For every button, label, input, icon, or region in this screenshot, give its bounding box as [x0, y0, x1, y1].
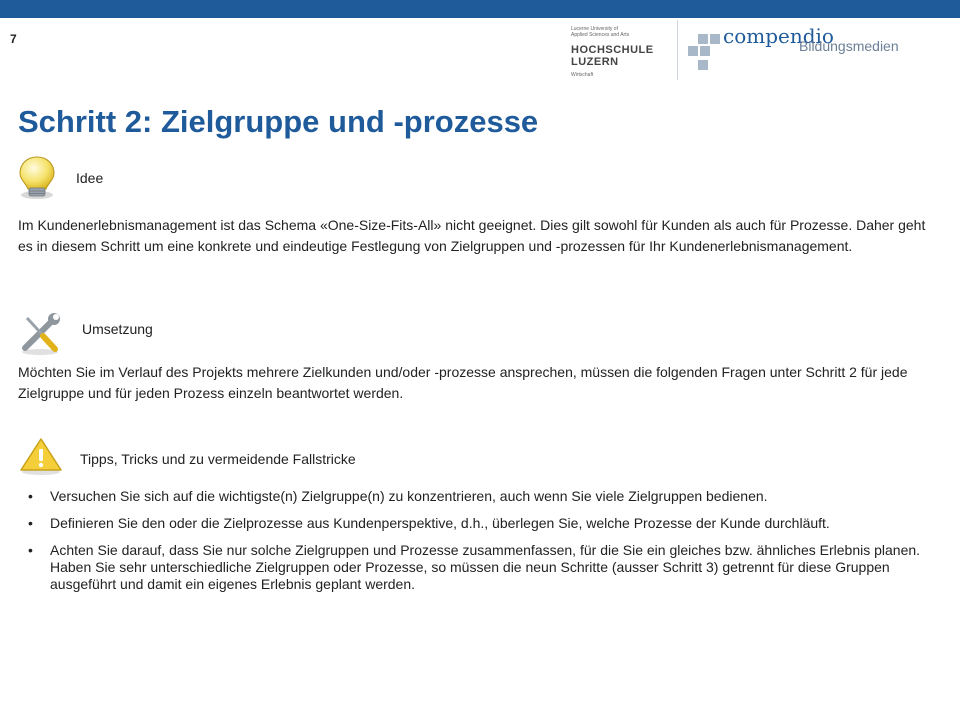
hslu-logo-small-line2: Applied Sciences and Arts [571, 32, 630, 38]
list-item: • Achten Sie darauf, dass Sie nur solche Zielgruppen und Prozesse zusammenfassen, für die Sie ein gleiches bzw. ähnliches Erlebnis planen. Haben Sie sehr unterschiedliche Zielgruppen oder Prozesse, so müssen die neun Schritte (ausser Schritt 3) getrennt für diese Gruppen ausgeführt und damit ein eigenes Erlebnis geplant werden. [28, 542, 940, 593]
logo-square [698, 34, 708, 44]
tools-icon [17, 312, 63, 356]
idee-text: Im Kundenerlebnismanagement ist das Schema «One-Size-Fits-All» nicht geeignet. Dies gilt sowohl für Kunden als auch für Prozesse. Daher geht es in diesem Schritt um eine konkrete und eindeutige Festlegung von Zielgruppen und -prozessen für Ihr Kundenerlebnismanagement. [18, 217, 926, 254]
tipps-label: Tipps, Tricks und zu vermeidende Fallstricke [80, 451, 356, 467]
hslu-logo-line2: LUZERN [571, 56, 619, 68]
hslu-logo-faculty: Wirtschaft [571, 72, 594, 78]
logo-square [698, 60, 708, 70]
top-bar [0, 0, 960, 18]
logo-square [700, 46, 710, 56]
compendio-logo [688, 22, 918, 74]
list-item: • Definieren Sie den oder die Zielprozesse aus Kundenperspektive, d.h., überlegen Sie, welche Prozesse der Kunde durchläuft. [28, 515, 940, 532]
umsetzung-label: Umsetzung [82, 321, 153, 337]
compendio-logo-word: compendio [723, 24, 834, 48]
warning-icon [18, 436, 64, 476]
tipps-list [28, 488, 940, 603]
hslu-logo [571, 26, 666, 82]
lightbulb-icon [16, 155, 58, 201]
list-item: • Versuchen Sie sich auf die wichtigste(n) Zielgruppe(n) zu konzentrieren, auch wenn Sie viele Zielgruppen bedienen. [28, 488, 940, 505]
compendio-logo-sub: Bildungsmedien [799, 38, 899, 54]
logo-square [688, 46, 698, 56]
hslu-logo-line1: HOCHSCHULE [571, 44, 654, 56]
logo-divider [677, 20, 678, 80]
page-number: 7 [10, 32, 17, 46]
idee-label: Idee [76, 170, 104, 186]
hslu-logo-small-line1: Lucerne University of [571, 26, 618, 32]
page-title: Schritt 2: Zielgruppe und -prozesse [18, 104, 539, 139]
logo-square [710, 34, 720, 44]
umsetzung-text: Möchten Sie im Verlauf des Projekts mehrere Zielkunden und/oder -prozesse ansprechen, müssen die folgenden Fragen unter Schritt 2 für jede Zielgruppe und für jeden Prozess einzeln beantwortet werden. [18, 364, 908, 401]
